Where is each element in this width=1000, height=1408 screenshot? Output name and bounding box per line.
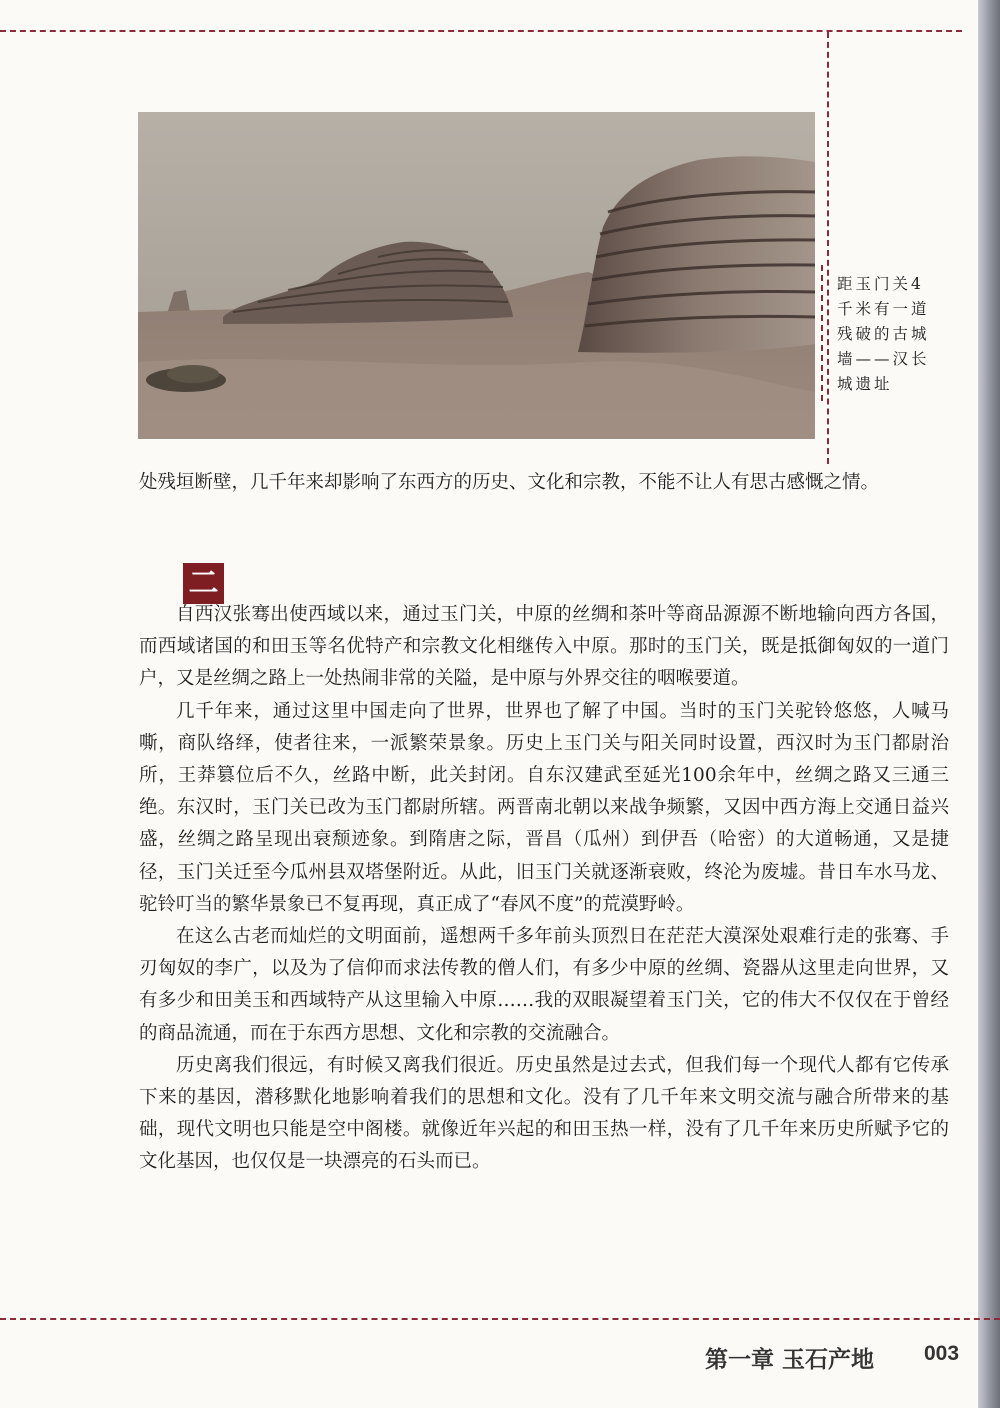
caption-line: 距玉门关4 — [837, 275, 924, 293]
top-dashed-border — [0, 30, 962, 32]
caption-line: 残破的古城 — [837, 325, 930, 343]
right-dashed-border — [827, 32, 829, 464]
intro-paragraph: 处残垣断壁，几千年来却影响了东西方的历史、文化和宗教，不能不让人有思古感慨之情。 — [139, 472, 880, 493]
caption-line: 墙——汉长 — [837, 350, 930, 368]
great-wall-ruins-photo — [138, 112, 815, 439]
section-body — [139, 599, 949, 1179]
page-number: 003 — [924, 1342, 960, 1365]
photo-caption — [837, 272, 947, 397]
page-edge-bar — [978, 0, 1000, 1408]
paragraph: 在这么古老而灿烂的文明面前，遥想两千多年前头顶烈日在茫茫大漠深处艰难行走的张骞、手刃匈奴的李广，以及为了信仰而求法传教的僧人们，有多少中原的丝绸、瓷器从这里走向世界，又有多少和田美玉和西域特产从这里输入中原……我的双眼凝望着玉门关，它的伟大不仅仅在于曾经的商品流通，而在于东西方思想、文化和宗教的交流融合。 — [139, 926, 949, 1044]
paragraph: 几千年来，通过这里中国走向了世界，世界也了解了中国。当时的玉门关驼铃悠悠，人喊马嘶，商队络绎，使者往来，一派繁荣景象。历史上玉门关与阳关同时设置，西汉时为玉门都尉治所，王莽篡位后不久，丝路中断，此关封闭。自东汉建武至延光100余年中，丝绸之路又三通三绝。东汉时，玉门关已改为玉门都尉所辖。两晋南北朝以来战争频繁，又因中西方海上交通日益兴盛，丝绸之路呈现出衰颓迹象。到隋唐之际，晋昌（瓜州）到伊吾（哈密）的大道畅通，又是捷径，玉门关迁至今瓜州县双塔堡附近。从此，旧玉门关就逐渐衰败，终沦为废墟。昔日车水马龙、驼铃叮当的繁华景象已不复再现，真正成了“春风不度”的荒漠野岭。 — [139, 700, 949, 915]
caption-line: 千米有一道 — [837, 300, 930, 318]
paragraph: 自西汉张骞出使西域以来，通过玉门关，中原的丝绸和茶叶等商品源源不断地输向西方各国，而西域诸国的和田玉等名优特产和宗教文化相继传入中原。那时的玉门关，既是抵御匈奴的一道门户，又是丝绸之路上一处热闹非常的关隘，是中原与外界交往的咽喉要道。 — [139, 604, 949, 690]
caption-line: 城遗址 — [837, 375, 893, 393]
paragraph: 历史离我们很远，有时候又离我们很近。历史虽然是过去式，但我们每一个现代人都有它传承下来的基因，潜移默化地影响着我们的思想和文化。没有了几千年来文明交流与融合所带来的基础，现代文明也只能是空中阁楼。就像近年兴起的和田玉热一样，没有了几千年来历史所赋予它的文化基因，也仅仅是一块漂亮的石头而已。 — [139, 1054, 949, 1173]
chapter-title: 第一章 玉石产地 — [705, 1346, 875, 1373]
section-number-badge: 二 — [183, 563, 224, 604]
bottom-dashed-border — [0, 1318, 1000, 1320]
caption-rule — [821, 265, 823, 401]
